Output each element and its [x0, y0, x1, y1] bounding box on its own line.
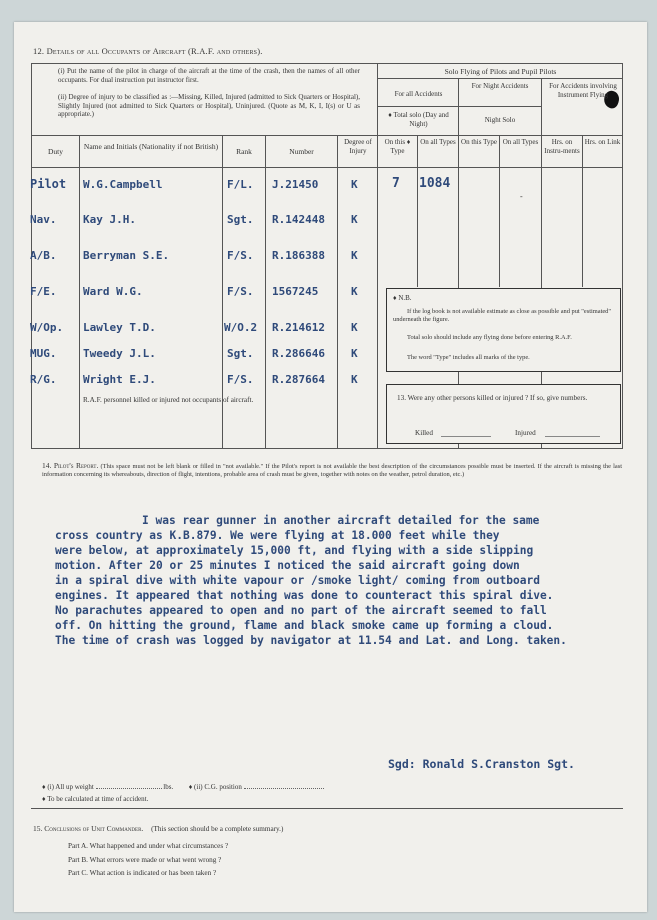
table-row-injury: K: [351, 321, 358, 334]
instrument-accidents-header: For Accidents involving Instrument Flying: [549, 82, 617, 99]
table-row-injury: K: [351, 285, 358, 298]
col-instruments: Hrs. on Instru-ments: [544, 138, 580, 155]
table-row-number: R.186388: [272, 249, 325, 262]
table-row-duty: F/E.: [30, 285, 57, 298]
all-up-weight-label: ♦ (i) All up weight: [42, 783, 94, 791]
table-row-duty: Pilot: [30, 177, 67, 191]
instruction-ii: (ii) Degree of injury to be classified as :—Missing, Killed, Injured (admitted to Sick Quarters or Hospital), Slightly Injured (not admitted to Sick Quarters or Hospital), Uninjured. (Quote as M, K, I, I(s) or U as appropriate.): [58, 93, 360, 118]
section-12-title: [33, 46, 263, 56]
lbs-label: lbs.: [163, 783, 174, 791]
col-night-type: On this Type: [461, 138, 497, 146]
table-row-number: R.287664: [272, 373, 325, 386]
all-accidents-header: For all Accidents: [394, 90, 443, 98]
cg-position-label: ♦ (ii) C.G. position: [188, 783, 242, 791]
nb-text-2: Total solo should include any flying done before entering R.A.F.: [407, 334, 572, 341]
section-13-box: [386, 384, 621, 444]
section-14-title: 14. Pilot's Report.: [42, 461, 99, 470]
col-all-types: On all Types: [420, 138, 456, 146]
table-row-name: Kay J.H.: [83, 213, 136, 226]
nb-text-3: The word "Type" includes all marks of the type.: [407, 354, 530, 361]
report-line: were below, at approximately 15,000 ft, and flying with a side slipping: [55, 544, 534, 557]
col-name: Name and Initials (Nationality if not British): [83, 142, 219, 151]
report-line: cross country as K.B.879. We were flying at 18.000 feet while they: [55, 529, 500, 542]
table-row-name: W.G.Campbell: [83, 178, 163, 191]
table-row-rank: Sgt.: [227, 347, 254, 360]
col-number: Number: [289, 147, 314, 156]
section-15-title: 15. Conclusions of Unit Commander.: [33, 824, 144, 833]
total-solo-header: ♦ Total solo (Day and Night): [388, 111, 449, 128]
table-row-number: R.214612: [272, 321, 325, 334]
table-row-rank: Sgt.: [227, 213, 254, 226]
table-row-duty: A/B.: [30, 249, 57, 262]
table-row-rank: F/S.: [227, 249, 254, 262]
footnote-weight: [42, 784, 324, 792]
section-15-note: (This section should be a complete summary.): [151, 825, 284, 833]
table-row-duty: MUG.: [30, 347, 57, 360]
nb-text-1: If the log book is not available estimate as close as possible and put "estimated" underneath the figure.: [393, 308, 611, 323]
table-row-name: Wright E.J.: [83, 373, 156, 386]
table-row-night-all: -: [520, 192, 523, 201]
section-12-number: 12.: [33, 46, 45, 56]
table-row-number: R.142448: [272, 213, 325, 226]
table-row-injury: K: [351, 213, 358, 226]
col-duty: Duty: [48, 147, 63, 156]
section-12-heading: Details of all Occupants of Aircraft (R.A.F. and others).: [46, 46, 263, 56]
section-14-instructions: (This space must not be left blank or filled in "not available." If the Pilot's report is not available the best description of the circumstances possible must be inserted. If the aircraft is missing the last information concerning its whereabouts, direction of flight, intentions, probable area of crash must be given, together with notes on the weather, petrol duration, etc.): [42, 463, 622, 478]
table-row-number: J.21450: [272, 178, 319, 191]
section-15-header: [33, 825, 283, 834]
table-row-duty: R/G.: [30, 373, 57, 386]
section-13-question: 13. Were any other persons killed or injured ? If so, give numbers.: [397, 394, 588, 402]
nb-title: ♦ N.B.: [393, 294, 412, 302]
table-row-rank: W/O.2: [224, 321, 258, 334]
signature: Sgd: Ronald S.Cranston Sgt.: [388, 757, 575, 771]
col-on-type: On this ♦ Type: [384, 138, 411, 155]
col-rank: Rank: [236, 147, 252, 156]
table-row-number: R.286646: [272, 347, 325, 360]
report-line: off. On hitting the ground, flame and black smoke came up forming a cloud.: [55, 619, 554, 632]
col-injury: Degree of Injury: [344, 138, 372, 155]
report-line: I was rear gunner in another aircraft detailed for the same: [142, 514, 540, 527]
table-row-injury: K: [351, 249, 358, 262]
table-row-rank: F/L.: [227, 178, 254, 191]
table-row-name: Berryman S.E.: [83, 249, 170, 262]
part-b: Part B. What errors were made or what went wrong ?: [68, 856, 222, 864]
table-row-number: 1567245: [272, 285, 319, 298]
footnote-calc: ♦ To be calculated at time of accident.: [42, 795, 149, 803]
table-row-injury: K: [351, 373, 358, 386]
table-row-name: Lawley T.D.: [83, 321, 156, 334]
col-night-all: On all Types: [502, 138, 539, 146]
killed-label: Killed: [415, 429, 433, 437]
table-row-name: Tweedy J.L.: [83, 347, 156, 360]
part-a: Part A. What happened and under what circumstances ?: [68, 842, 229, 850]
report-line: in a spiral dive with white vapour or /smoke light/ coming from outboard: [55, 574, 540, 587]
report-line: No parachutes appeared to open and no part of the aircraft seemed to fall: [55, 604, 547, 617]
table-row-all-types: 1084: [419, 176, 451, 191]
table-row-rank: F/S.: [227, 285, 254, 298]
report-line: The time of crash was logged by navigator at 11.54 and Lat. and Long. taken.: [55, 634, 567, 647]
table-row-duty: W/Op.: [30, 321, 64, 334]
night-accidents-header: For Night Accidents: [471, 82, 529, 90]
report-line: motion. After 20 or 25 minutes I noticed the said aircraft going down: [55, 559, 520, 572]
table-row-name: Ward W.G.: [83, 285, 143, 298]
nb-box: [386, 288, 621, 372]
table-row-injury: K: [351, 347, 358, 360]
section-14-header: [42, 462, 622, 478]
table-row-rank: F/S.: [227, 373, 254, 386]
night-solo-header: Night Solo: [484, 116, 516, 124]
report-line: engines. It appeared that nothing was done to counteract this spiral dive.: [55, 589, 554, 602]
form-page: [14, 22, 647, 912]
injured-label: Injured: [515, 429, 536, 437]
col-link: Hrs. on Link: [584, 138, 621, 146]
table-row-duty: Nav.: [30, 213, 57, 226]
part-c: Part C. What action is indicated or has been taken ?: [68, 869, 217, 877]
solo-flying-header: Solo Flying of Pilots and Pupil Pilots: [444, 67, 557, 76]
instruction-i: (i) Put the name of the pilot in charge of the aircraft at the time of the crash, then the names of all other occupants. For dual instruction put instructor first.: [58, 67, 360, 84]
personnel-note: R.A.F. personnel killed or injured not occupants of aircraft.: [83, 396, 254, 404]
table-row-on-type: 7: [392, 176, 400, 191]
table-row-injury: K: [351, 178, 358, 191]
